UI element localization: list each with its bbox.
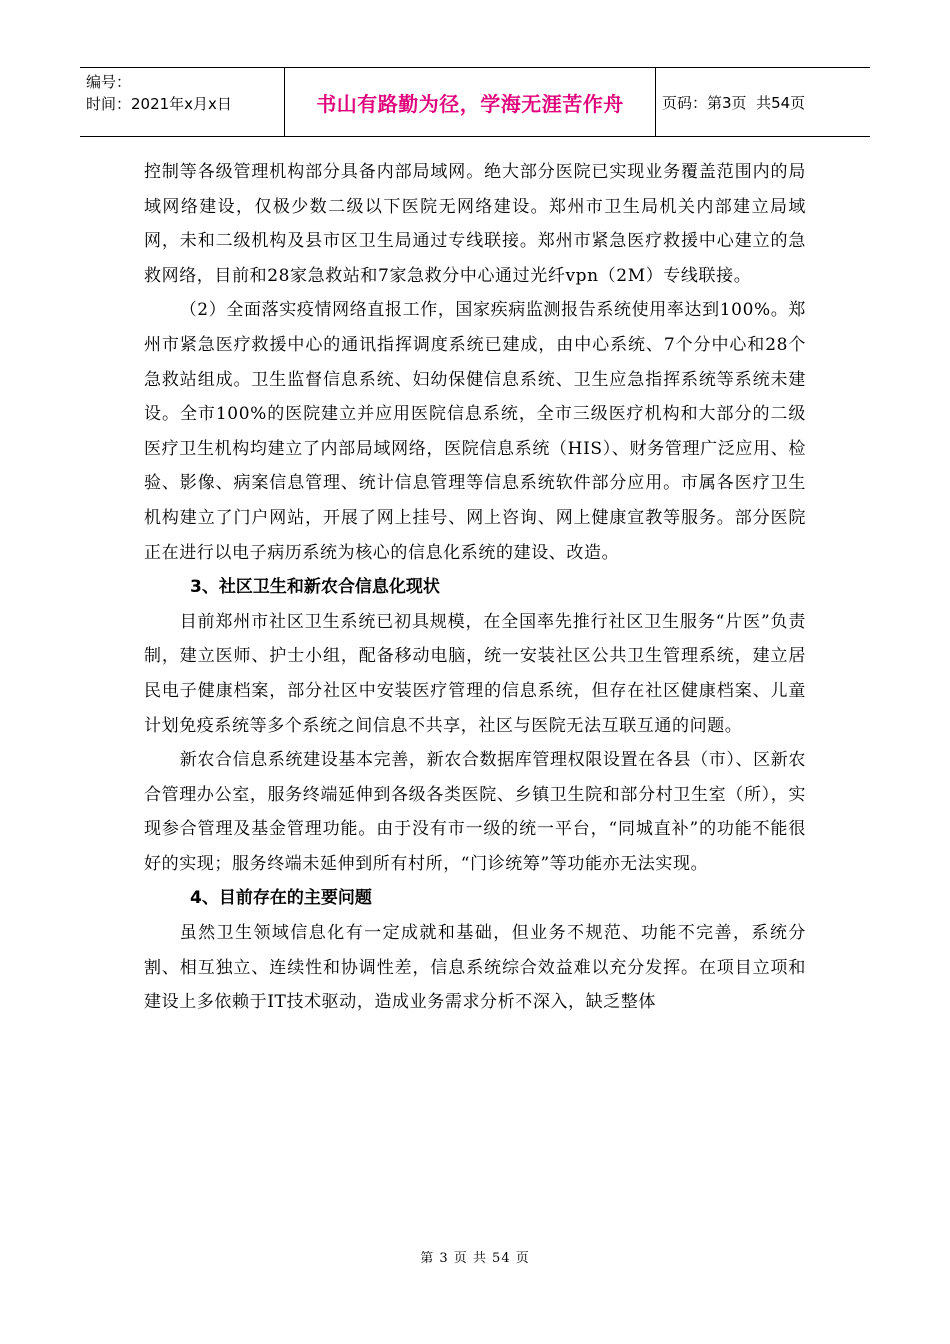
document-time-label: 时间：2021年x月x日 bbox=[86, 95, 232, 113]
section-heading: 3、社区卫生和新农合信息化现状 bbox=[190, 577, 440, 598]
page-header bbox=[80, 67, 870, 137]
header-meta bbox=[86, 71, 282, 115]
paragraph: 新农合信息系统建设基本完善，新农合数据库管理权限设置在各县（市）、区新农合管理办公室，服务终端延伸到各级各类医院、乡镇卫生院和部分村卫生室（所），实现参合管理及基金管理功能。由于没有市一级的统一平台，“同城直补”的功能不能很好的实现；服务终端未延伸到所有村所，“门诊统筹”等功能亦无法实现。 bbox=[144, 750, 806, 874]
paragraph: 目前郑州市社区卫生系统已初具规模，在全国率先推行社区卫生服务“片医”负责制，建立医师、护士小组，配备移动电脑，统一安装社区公共卫生管理系统，建立居民电子健康档案，部分社区中安装医疗管理的信息系统，但存在社区健康档案、儿童计划免疫系统等多个系统之间信息不共享，社区与医院无法互联互通的问题。 bbox=[144, 611, 806, 736]
paragraph: 控制等各级管理机构部分具备内部局域网。绝大部分医院已实现业务覆盖范围内的局域网络建设，仅极少数二级以下医院无网络建设。郑州市卫生局机关内部建立局域网，未和二级机构及县市区卫生局通过专线联接。郑州市紧急医疗救援中心建立的急救网络，目前和28家急救站和7家急救分中心通过光纤vpn（2M）专线联接。 bbox=[144, 162, 806, 286]
section-heading: 4、目前存在的主要问题 bbox=[190, 888, 372, 909]
header-divider bbox=[655, 68, 656, 136]
paragraph: （2）全面落实疫情网络直报工作，国家疾病监测报告系统使用率达到100%。郑州市紧急医疗救援中心的通讯指挥调度系统已建成，由中心系统、7个分中心和28个急救站组成。卫生监督信息系统、妇幼保健信息系统、卫生应急指挥系统等系统未建设。全市100%的医院建立并应用医院信息系统，全市三级医疗机构和大部分的二级医疗卫生机构均建立了内部局域网络，医院信息系统（HIS）、财务管理广泛应用、检验、影像、病案信息管理、统计信息管理等信息系统软件部分应用。市属各医疗卫生机构建立了门户网站，开展了网上挂号、网上咨询、网上健康宣教等服务。部分医院正在进行以电子病历系统为核心的信息化系统的建设、改造。 bbox=[144, 300, 806, 563]
document-body bbox=[144, 155, 806, 1020]
document-number-label: 编号： bbox=[86, 73, 132, 91]
paragraph: 虽然卫生领域信息化有一定成就和基础，但业务不规范、功能不完善，系统分割、相互独立、连续性和协调性差，信息系统综合效益难以充分发挥。在项目立项和建设上多依赖于IT技术驱动，造成业务需求分析不深入，缺乏整体 bbox=[144, 923, 806, 1013]
header-page-info: 页码：第3页 共54页 bbox=[662, 93, 806, 112]
page-footer: 第 3 页 共 54 页 bbox=[420, 1251, 530, 1266]
header-motto: 书山有路勤为径，学海无涯苦作舟 bbox=[316, 91, 624, 116]
